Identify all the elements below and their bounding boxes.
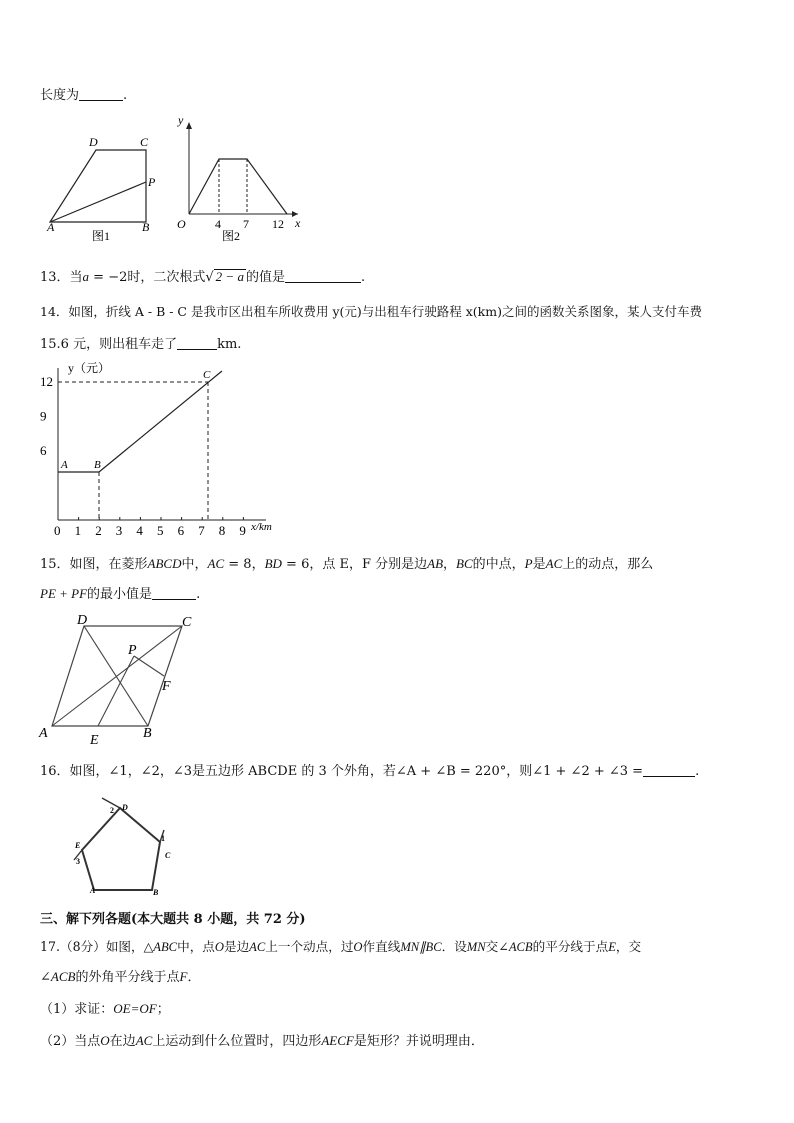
chart14-x-tick-label: 5	[157, 523, 164, 538]
q17-o: O	[214, 940, 224, 954]
q15-mid: 的中点，	[472, 557, 525, 572]
pentagon-angle-1: 1	[161, 834, 165, 843]
chart14-x-tick-label: 6	[177, 523, 185, 538]
fig2-tick-12: 12	[272, 217, 284, 231]
chart14-x-tick-label: 7	[198, 523, 205, 538]
chart14-y-label: y（元）	[68, 361, 111, 375]
q17-text-1c: 是边	[223, 939, 250, 954]
q17-acb: ACB	[508, 940, 533, 954]
rhombus-pe	[98, 656, 134, 726]
q12-answer-blank[interactable]	[79, 88, 123, 101]
chart14-fare-line	[58, 371, 222, 472]
q15-pe-pf: PE + PF	[40, 586, 88, 601]
q15-text-1b: 中，	[181, 557, 208, 572]
rhombus-label-b: B	[143, 726, 152, 741]
q12-end: .	[123, 88, 128, 103]
fig1-trapezoid	[50, 150, 146, 222]
q17-ac: AC	[249, 940, 266, 954]
chart14-x-tick-label: 8	[218, 523, 226, 538]
q13	[40, 266, 365, 285]
fig2-graph	[189, 159, 287, 214]
chart14-y-tick-label: 6	[40, 443, 47, 458]
rhombus-label-c: C	[182, 615, 192, 630]
q14-line1	[40, 302, 702, 320]
q13-answer-blank[interactable]	[285, 270, 361, 283]
figure-2	[168, 112, 308, 242]
rhombus-label-d: D	[77, 613, 88, 628]
q15-ab: AB	[427, 556, 444, 571]
q14-answer-blank[interactable]	[177, 337, 217, 350]
chart14-x-tick-label: 9	[239, 523, 246, 538]
q17-text-1f: ．设	[441, 939, 467, 954]
q15-ac2: AC	[545, 556, 563, 571]
q13-eq: = −2时，二次根式	[89, 270, 206, 285]
q17-acb2: ACB	[50, 969, 76, 984]
q15-text-2b: 的最小值是	[87, 587, 153, 602]
chart14-y-ticks	[40, 374, 53, 458]
fig1-ap-segment	[50, 182, 146, 222]
q17-text-1i: ，交	[615, 939, 642, 954]
fig1-label-a: A	[47, 220, 55, 234]
fig2-label-x: x	[295, 216, 301, 230]
q17-text-1h: 的平分线于点	[532, 939, 609, 954]
chart14-x-label: x/km	[251, 521, 272, 533]
fig2-tick-4: 4	[215, 217, 221, 231]
q13-var-a: a	[82, 269, 90, 284]
q14-text-2b: km.	[217, 337, 242, 352]
rhombus-label-e: E	[90, 733, 99, 748]
q15-abcd: ABCD	[147, 556, 182, 571]
chart14-x-tick-label: 2	[95, 523, 102, 538]
q17-part2-text-d: 是矩形？并说明理由．	[353, 1034, 484, 1049]
q17-e: E	[608, 940, 616, 954]
q15-bc: BC	[456, 556, 473, 571]
pentagon-label-b: B	[153, 888, 159, 897]
pentagon-label-c: C	[165, 851, 171, 860]
q16-answer-blank[interactable]	[643, 764, 695, 777]
q15-bd: BD	[264, 556, 282, 571]
q17-part2-text-c: 上运动到什么位置时，四边形	[152, 1034, 322, 1049]
q17-text-2a: ∠	[40, 970, 51, 985]
q17-f: F	[179, 969, 188, 984]
fig1-caption: 图1	[92, 229, 111, 243]
q17-part2-text-b: 在边	[109, 1034, 136, 1049]
q17-part2-aecf: AECF	[321, 1033, 354, 1048]
q17-part1-text-c: ；	[156, 1002, 170, 1017]
rhombus-pf	[134, 656, 164, 676]
q15-is: 是	[532, 557, 546, 572]
q14-text-2a: 15.6 元，则出租车走了	[40, 337, 178, 352]
chart14-label-a: A	[61, 459, 68, 471]
chart14-label-c: C	[203, 369, 211, 381]
q15-text-1a: 15．如图，在菱形	[40, 557, 148, 572]
q14-line2	[40, 333, 241, 352]
pentagon-angle-2: 2	[110, 806, 114, 815]
q15-p: P	[524, 556, 533, 571]
q12-text: 长度为	[40, 88, 80, 103]
q17-text-1a: 17.（8分）如图，△	[40, 939, 154, 954]
q12-tail	[40, 84, 127, 103]
q13-num: 13．当	[40, 270, 83, 285]
q15-tail: 上的动点，那么	[562, 557, 654, 572]
q15-line2	[40, 583, 200, 602]
chart14-y-tick-label: 9	[40, 408, 47, 424]
q17-mn-bc: MN∥BC	[400, 940, 442, 954]
q16-text: 16．如图，∠1，∠2，∠3是五边形 ABCDE 的 3 个外角，若∠A + ∠B = 220°，则∠1 + ∠2 + ∠3 =	[40, 764, 644, 779]
q13-radicand: 2 − a	[215, 269, 244, 284]
chart14-x-tick-label: 0	[54, 523, 61, 538]
q17-o2: O	[353, 940, 363, 954]
fig2-tick-7: 7	[243, 217, 249, 231]
q14-text-1: 14．如图，折线 A - B - C 是我市区出租车所收费用 y(元)与出租车行驶路程 x(km)之间的函数关系图象，某人支付车费	[40, 304, 702, 319]
fig1-label-d: D	[89, 135, 98, 149]
q13-tail: 的值是	[245, 270, 285, 285]
q17-text-1g: 交∠	[485, 939, 509, 954]
q13-sqrt: √ 2 − a	[205, 269, 244, 285]
q17-text-2c: ．	[187, 970, 201, 985]
rhombus-diagonal-bd	[84, 626, 148, 726]
q13-end: .	[360, 270, 366, 285]
fig1-label-p: P	[148, 175, 156, 189]
q14-chart	[30, 358, 290, 538]
rhombus-label-f: F	[162, 679, 171, 694]
q17-part2-ac: AC	[135, 1033, 153, 1048]
q15-line1	[40, 553, 653, 572]
rhombus-label-a: A	[39, 726, 48, 741]
rhombus-figure	[36, 610, 216, 750]
q15-end: .	[196, 587, 201, 602]
q17-part1-text-a: （1）求证：	[40, 1002, 114, 1017]
q15-eq8: = 8，	[224, 557, 265, 572]
q15-comma: ，	[443, 557, 457, 572]
q15-answer-blank[interactable]	[152, 587, 196, 600]
section-3-heading: 三、解下列各题(本大题共 8 小题，共 72 分)	[40, 912, 306, 927]
chart14-x-tick-label: 3	[115, 523, 123, 538]
q17-part2-text-a: （2）当点	[40, 1034, 101, 1049]
rhombus-diagonal-ac	[52, 626, 182, 726]
q17-part1	[40, 998, 170, 1017]
pentagon-label-e: E	[75, 841, 81, 850]
q17-line2	[40, 966, 200, 985]
pentagon-label-a: A	[90, 886, 96, 895]
q17-text-1b: 中，点	[177, 939, 215, 954]
fig2-y-arrow	[186, 122, 192, 129]
pentagon-angle-3: 3	[76, 857, 80, 866]
fig2-caption: 图2	[222, 229, 241, 243]
rhombus-label-p: P	[128, 643, 137, 658]
q17-text-2b: 的外角平分线于点	[75, 970, 180, 985]
fig2-label-y: y	[178, 113, 184, 127]
chart14-label-b: B	[94, 459, 101, 471]
q17-part1-oe-of: OE=OF	[113, 1001, 157, 1016]
q17-text-1d: 上一个动点，过	[265, 939, 354, 954]
fig1-label-b: B	[142, 220, 150, 234]
q17-line1	[40, 936, 641, 955]
chart14-y-tick-label: 12	[40, 374, 53, 389]
figure-1	[40, 132, 160, 242]
q16	[40, 760, 699, 779]
pentagon-label-d: D	[122, 803, 128, 812]
pentagon-figure	[66, 796, 196, 906]
q16-end: .	[695, 764, 700, 779]
chart14-x-tick-label: 4	[136, 523, 143, 538]
q17-mn: MN	[466, 940, 486, 954]
q17-part2-o: O	[100, 1033, 110, 1048]
q17-abc: ABC	[153, 940, 178, 954]
q15-ac: AC	[207, 556, 225, 571]
q17-text-1e: 作直线	[362, 939, 401, 954]
fig2-label-o: O	[177, 217, 186, 231]
q17-part2	[40, 1030, 484, 1049]
chart14-x-tick-label: 1	[74, 523, 82, 538]
pentagon-abcde	[82, 808, 160, 890]
q15-eq6: = 6，点 E，F 分别是边	[281, 557, 428, 572]
fig1-label-c: C	[140, 135, 149, 149]
